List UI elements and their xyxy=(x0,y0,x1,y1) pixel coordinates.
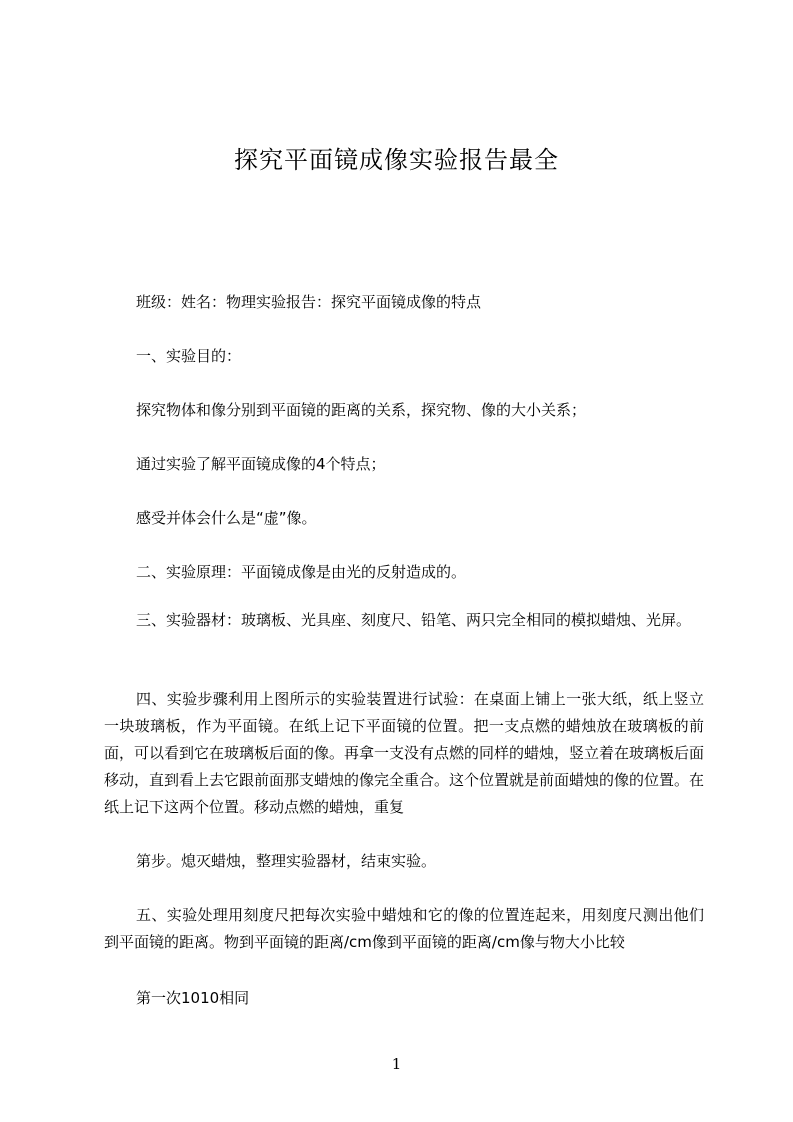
steps-continuation: 第步。熄灭蜡烛，整理实验器材，结束实验。 xyxy=(136,852,437,870)
section-principle: 二、实验原理：平面镜成像是由光的反射造成的。 xyxy=(136,563,467,581)
class-name-line: 班级：姓名：物理实验报告：探究平面镜成像的特点 xyxy=(136,293,482,311)
purpose-item-1: 探究物体和像分别到平面镜的距离的关系，探究物、像的大小关系； xyxy=(136,401,587,419)
result-row-first: 第一次1010相同 xyxy=(136,989,250,1007)
document-title: 探究平面镜成像实验报告最全 xyxy=(234,146,559,174)
purpose-item-2: 通过实验了解平面镜成像的4个特点； xyxy=(136,455,386,473)
section-heading-purpose: 一、实验目的： xyxy=(136,347,242,365)
section-steps: 四、实验步骤利用上图所示的实验装置进行试验：在桌面上铺上一张大纸，纸上竖立一块玻璃板，作为平面镜。在纸上记下平面镜的位置。把一支点燃的蜡烛放在玻璃板的前面，可以看到它在玻璃板后面的像。再拿一支没有点燃的同样的蜡烛，竖立着在玻璃板后面移动，直到看上去它跟前面那支蜡烛的像完全重合。这个位置就是前面蜡烛的像的位置。在纸上记下这两个位置。移动点燃的蜡烛，重复 xyxy=(104,690,705,816)
page-number: 1 xyxy=(391,1055,402,1073)
purpose-item-3: 感受并体会什么是“虚”像。 xyxy=(136,509,317,527)
section-processing: 五、实验处理用刻度尺把每次实验中蜡烛和它的像的位置连起来，用刻度尺测出他们到平面镜的距离。物到平面镜的距离/cm像到平面镜的距离/cm像与物大小比较 xyxy=(104,906,704,951)
section-equipment: 三、实验器材：玻璃板、光具座、刻度尺、铅笔、两只完全相同的模拟蜡烛、光屏。 xyxy=(136,611,692,629)
